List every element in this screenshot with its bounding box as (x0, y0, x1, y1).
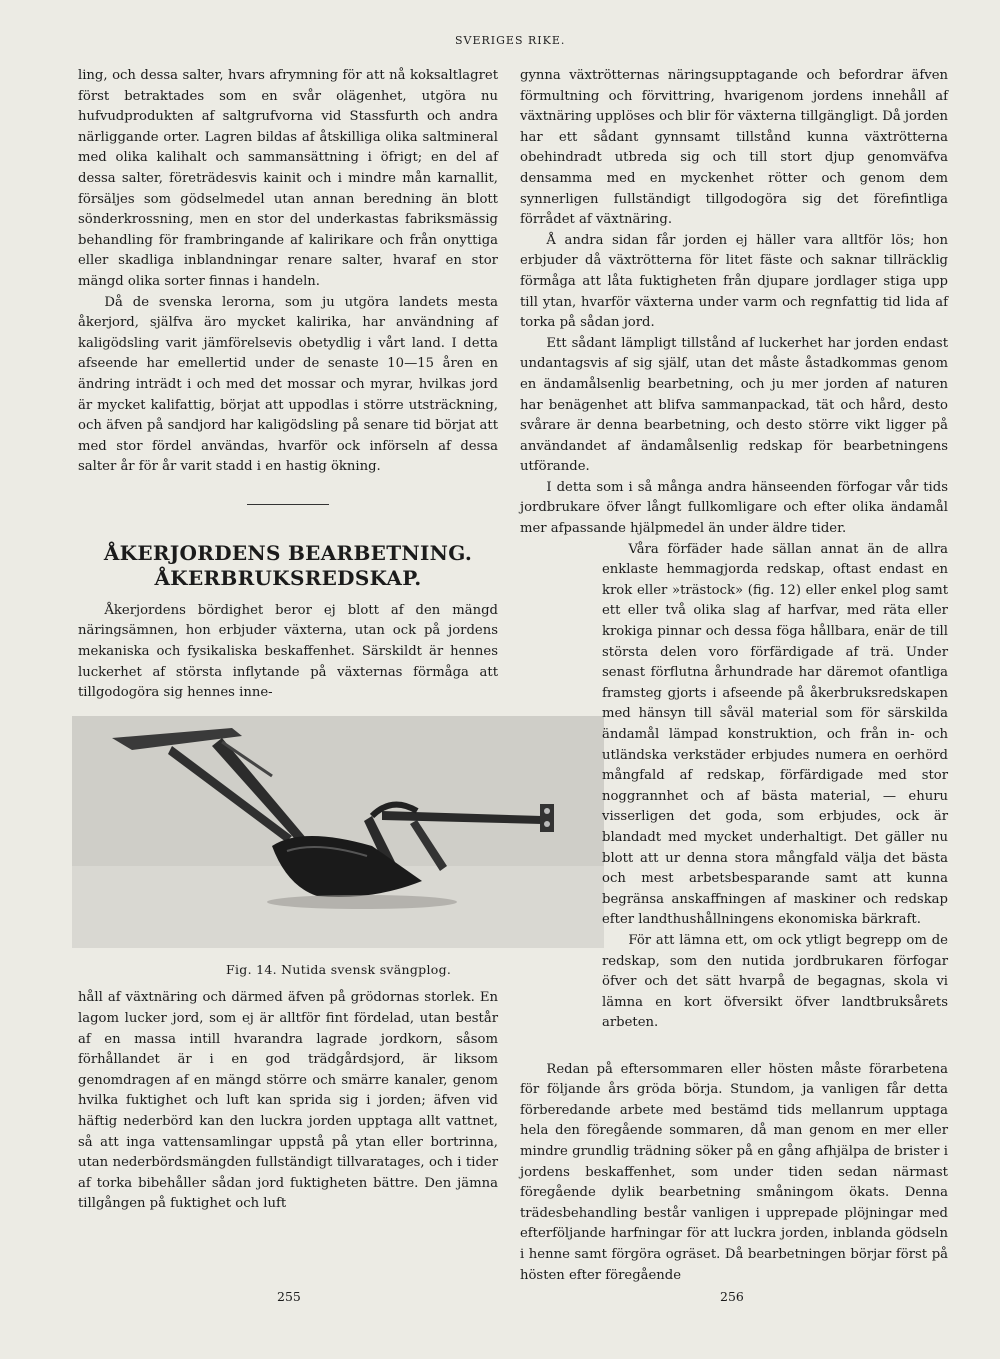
paragraph: I detta som i så många andra hänseenden förfogar vår tids jordbrukare öfver långt fullkomligare och efter olika ändamål mer afpassande hjälpmedel än under äldre tider. (520, 479, 948, 537)
page-number-right: 256 (720, 1289, 744, 1304)
paragraph: Å andra sidan får jorden ej häller vara alltför lös; hon erbjuder då växtrötterna för litet fäste och saknar tillräcklig förmåga att låta fuktigheten från djupare jordlager stiga upp till ytan, hvarför växterna under varm och regnfattig tid lida af torka på sådan jord. (520, 232, 948, 331)
paragraph: Åkerjordens bördighet beror ej blott af den mängd näringsämnen, hon erbjuder växterna, utan ock på jordens mekaniska och fysikaliska beskaffenhet. Särskildt är hennes luckerhet af största inflytande på växternas förmåga att tillgodogöra sig hennes inne- (78, 602, 498, 701)
paragraph: Våra förfäder hade sällan annat än de allra enklaste hemmagjorda redskap, oftast endast en krok eller »trästock» (fig. 12) eller enkel plog samt ett eller två olika slag af harfvar, med räta eller krokiga pinnar och dessa föga hållbara, enär de till största delen voro förfärdigade af trä. Under senast förflutna århundrade har däremot ofantliga framsteg gjorts i afseende på åkerbruksredskapen med hänsyn till såväl material som för särskilda ändamål lämpad konstruktion, och från in- och utländska verkstäder erbjudes numera en oerhörd mångfald af redskap, förfärdigade med stor noggrannhet och af bästa material, — ehuru visserligen det goda, som erbjudes, ock är blandadt med mycket underhaltigt. Det gäller nu blott att ur denna stora mångfald välja det bästa och mest arbetsbesparande samt att kunna begränsa anskaffningen af maskiner och redskap efter landthushållningens ekonomiska bärkraft. (602, 541, 948, 928)
section-subheading: ÅKERBRUKSREDSKAP. (154, 565, 422, 590)
paragraph: Redan på eftersommaren eller hösten måste förarbetena för följande års gröda börja. Stundom, ja vanligen får detta förberedande arbete med bestämd tids mellanrum upptaga hela den föregående sommaren, då man genom en mer eller mindre grundlig trädning söker på en gång afhjälpa de brister i jordens beskaffenhet, som under tiden sedan närmast föregående dylik bearbetning småningom ökats. Denna trädesbehandling består vanligen i upprepade plöjningar med efterföljande harfningar för att luckra jorden, inblanda gödseln i henne samt förgöra ogräset. Då bearbetningen börjar först på hösten efter föregående (520, 1061, 948, 1283)
paragraph: gynna växtrötternas näringsupptagande och befordrar äfven förmultning och förvittring, hvarigenom jordens innehåll af växtnäring upplöses och blir för växterna tillgängligt. Då jorden har ett sådant gynnsamt tillstånd kunna växtrötterna obehindradt utbreda sig och till stort djup genomväfva densamma med en myckenhet rötter och genom dem synnerligen fullständigt tillgodogöra sig det förefintliga förrådet af växtnäring. (520, 68, 948, 228)
paragraph: håll af växtnäring och därmed äfven på grödornas storlek. En lagom lucker jord, som ej är alltför fint fördelad, utan består af en massa intill hvarandra lagrade jordkorn, såsom förhållandet är i en god trädgårdsjord, är liksom genomdragen af en mängd större och smärre kanaler, genom hvilka fuktighet och luft kan sprida sig i jorden; äfven vid häftig nederbörd kan den luckra jorden upptaga allt vattnet, så att inga vattensamlingar uppstå på ytan eller bortrinna, utan nederbördsmängden fullständigt tillvaratages, och i tider af torka bibehåller sådan jord fuktigheten bättre. Den jämna tillgången på fuktighet och luft (78, 990, 498, 1212)
paragraph: Ett sådant lämpligt tillstånd af luckerhet har jorden endast undantagsvis af sig själf, utan det måste åstadkommas genom en ändamålsenlig bearbetning, och ju mer jorden af naturen har benägenhet att blifva sammanpackad, tät och hård, desto svårare är denna bearbetning, och desto större vikt ligger på användandet af ändamålsenlig redskap för bearbetningens utförande. (520, 335, 948, 475)
running-head: SVERIGES RIKE. (455, 34, 566, 47)
page-number-left: 255 (277, 1289, 301, 1304)
figure-wrap-space (520, 730, 602, 1060)
paragraph: Då de svenska lerorna, som ju utgöra landets mesta åkerjord, själfva äro mycket kalirika, har användning af kaligödsling varit jämförelsevis obetydlig i vårt land. I detta afseende har emellertid under de senaste 10—15 åren en ändring inträdt i och med det mossar och myrar, hvilkas jord är mycket kalifattig, börjat att uppodlas i större utsträckning, och äfven på sandjord har kaligödsling på senare tid börjat att med stor fördel användas, hvarför ock införseln af dessa salter år för år varit stadd i en hastig ökning. (78, 294, 498, 475)
paragraph: ling, och dessa salter, hvars afrymning för att nå koksaltlagret först betraktades som en svår olägenhet, utgöra nu hufvudprodukten af saltgrufvorna vid Stassfurth och andra närliggande orter. Lagren bildas af åtskilliga olika saltmineral med olika kalihalt och sammansättning i öfrigt; en del af dessa salter, företrädesvis kainit och i mindre mån karnallit, försäljes som gödselmedel utan annan beredning än blott sönderkrossning, men en stor del underkastas fabriksmässig behandling för frambringande af kalirikare och från onyttiga eller skadliga inblandningar renare salter, hvaraf en stor mängd olika sorter finnas i handeln. (78, 68, 498, 289)
right-column (520, 66, 948, 1286)
left-column (78, 66, 498, 1215)
figure (78, 716, 498, 981)
paragraph: För att lämna ett, om ock ytligt begrepp om de redskap, som den nutida jordbrukaren förfogar öfver och det sätt hvarpå de begagnas, skola vi lämna en kort öfversikt öfver landtbruksårets arbeten. (602, 932, 948, 1031)
figure-caption: Fig. 14. Nutida svensk svängplog. (226, 961, 452, 977)
section-heading: ÅKERJORDENS BEARBETNING. (103, 540, 473, 565)
section-divider (247, 504, 329, 505)
